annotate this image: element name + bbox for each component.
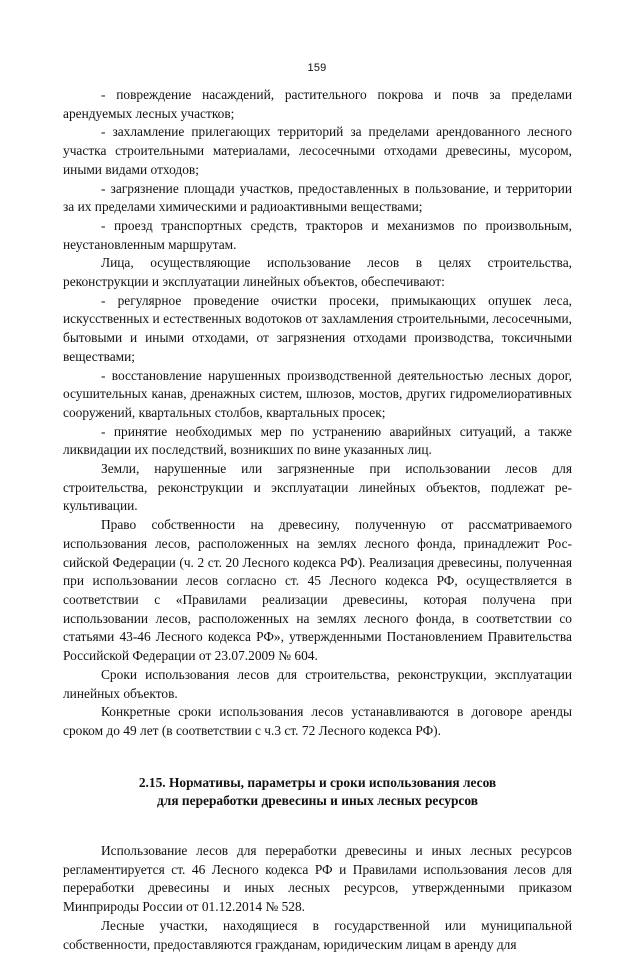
paragraph: Лесные участки, находящиеся в государственной или муниципальной собственности, предоставляются гражданам, юридическим лицам в аренду для: [63, 917, 572, 952]
paragraph: - проезд транспортных средств, тракторов и механизмов по произвольным, неустановленным маршрутам.: [63, 217, 572, 252]
paragraph: Использование лесов для переработки древесины и иных лесных ресурсов регламентируется ст. 46 Лесного кодекса РФ и Правилами использования лесов для переработки древесины и иных лесных ресурсов, утвержденными приказом Минприроды России от 01.12.2014 № 528.: [63, 843, 572, 915]
section-title-line: 2.15. Нормативы, параметры и сроки использования лесов: [138, 774, 497, 790]
paragraph: - регулярное проведение очистки просеки, примыкающих опушек леса, искусственных и естественных водотоков от захламления строительными, лесосечными, бытовыми и иными отходами, от загрязнения отходами производства, токсичными веществами;: [63, 292, 572, 364]
paragraph: Лица, осуществляющие использование лесов в целях строительства, реконструкции и эксплуатации линейных объектов, обеспечивают:: [63, 255, 572, 290]
section-title: [63, 774, 572, 811]
paragraph: Земли, нарушенные или загрязненные при использовании лесов для строительства, реконструкции и эксплуатации линейных объектов, подлежат рекультивации.: [63, 461, 572, 514]
paragraph: Сроки использования лесов для строительства, реконструкции, эксплуатации линейных объектов.: [63, 666, 572, 701]
paragraph: - принятие необходимых мер по устранению аварийных ситуаций, а также ликвидации их последствий, возникших по вине указанных лиц.: [63, 423, 572, 458]
page-number: 159: [307, 62, 327, 74]
paragraph: - восстановление нарушенных производственной деятельностью лесных дорог, осушительных канав, дренажных систем, шлюзов, мостов, других гидромелиоративных сооружений, квартальных столбов, квартальных просек;: [63, 367, 572, 420]
paragraph: - повреждение насаждений, растительного покрова и почв за пределами арендуемых лесных участков;: [63, 87, 572, 121]
paragraph: - загрязнение площади участков, предоставленных в пользование, и территории за их пределами химическими и радиоактивными веществами;: [63, 180, 572, 215]
document-body: [63, 86, 572, 954]
paragraph: - захламление прилегающих территорий за пределами арендованного лесного участка строительными материалами, лесосечными отходами древесины, мусором, иными видами отходов;: [63, 124, 572, 177]
paragraph: Право собственности на древесину, полученную от рассматриваемого использования лесов, расположенных на землях лесного фонда, принадлежит Российской Федерации (ч. 2 ст. 20 Лесного кодекса РФ). Реализация древесины, полученная при использовании лесов согласно ст. 45 Лесного кодекса РФ, осуществляется в соответствии с «Правилами реализации древесины, которая получена при использовании лесов, расположенных на землях лесного фонда, в соответствии со статьями 43-46 Лесного кодекса РФ», утвержденными Постановлением Правительства Российской Федерации от 23.07.2009 № 604.: [63, 517, 572, 664]
section-title-line: для переработки древесины и иных лесных ресурсов: [157, 793, 478, 809]
paragraph: Конкретные сроки использования лесов устанавливаются в договоре аренды сроком до 49 лет (в соответствии с ч.3 ст. 72 Лесного кодекса РФ).: [63, 704, 572, 738]
